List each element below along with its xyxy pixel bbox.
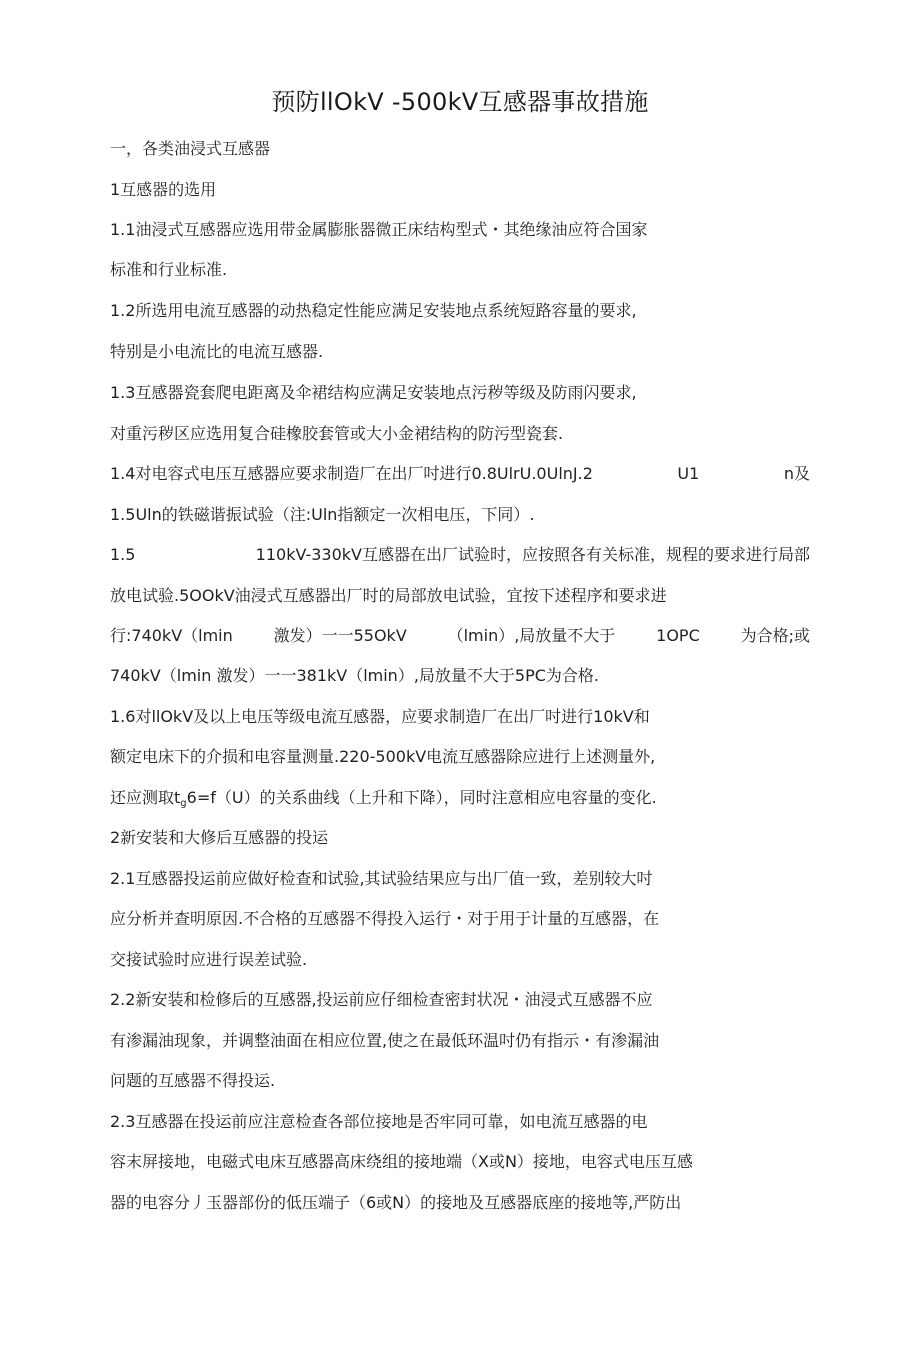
paragraph-line: 容末屏接地，电磁式电床互感器高床绕组的接地端（X或N）接地，电容式电压互感 xyxy=(110,1152,693,1171)
text-segment: 行:740kV（lmin xyxy=(110,626,233,645)
document-title: 预防llOkV -500kV互感器事故措施 xyxy=(271,88,649,116)
paragraph-line: 应分析并查明原因.不合格的互感器不得投入运行・对于用于计量的互感器，在 xyxy=(110,909,660,928)
paragraph-line: 交接试验时应进行误差试验. xyxy=(110,950,308,969)
text-segment: 激发）一一55OkV xyxy=(273,626,407,645)
paragraph-line: 1.1油浸式互感器应选用带金属膨胀器微正床结构型式・其绝缘油应符合国家 xyxy=(110,220,648,239)
subsection-heading: 1互感器的选用 xyxy=(110,180,217,199)
paragraph-line: 740kV（lmin 激发）一一381kV（lmin）,局放量不大于5PC为合格. xyxy=(110,666,599,685)
paragraph-line: 2.2新安装和检修后的互感器,投运前应仔细检查密封状况・油浸式互感器不应 xyxy=(110,990,653,1009)
subscript: g xyxy=(180,798,187,809)
text-segment: 6=f（U）的关系曲线（上升和下降），同时注意相应电容量的变化. xyxy=(186,788,657,807)
paragraph-line: 1.5Uln的铁磁谐振试验（注:Uln指额定一次相电压，下同）. xyxy=(110,505,535,524)
paragraph-line: 问题的互感器不得投运. xyxy=(110,1071,276,1090)
paragraph-line: 2.1互感器投运前应做好检查和试验,其试验结果应与出厂值一致，差别较大吋 xyxy=(110,869,653,888)
paragraph-line: 器的电容分丿玉器部份的低压端子（6或N）的接地及互感器底座的接地等,严防出 xyxy=(110,1193,682,1212)
text-segment: U1 xyxy=(677,464,700,483)
paragraph-line-justified xyxy=(110,543,810,567)
subsection-heading: 2新安装和大修后互感器的投运 xyxy=(110,828,329,847)
paragraph-line: 有渗漏油现象，并调整油面在相应位置,使之在最低环温吋仍有指示・有渗漏油 xyxy=(110,1031,660,1050)
text-segment: 110kV-330kV互感器在出厂试验时，应按照各有关标准，规程的要求进行局部 xyxy=(255,545,810,564)
paragraph-line: 1.2所选用电流互感器的动热稳定性能应满足安装地点系统短路容量的要求, xyxy=(110,301,637,320)
text-segment: 1.4对电容式电压互感器应要求制造厂在出厂吋进行0.8UlrU.0UlnJ.2 xyxy=(110,464,593,483)
text-segment: 为合格;或 xyxy=(740,626,810,645)
paragraph-line: 标准和行业标准. xyxy=(110,260,228,279)
paragraph-line: 2.3互感器在投运前应注意检查各部位接地是否牢同可靠，如电流互感器的电 xyxy=(110,1112,648,1131)
section-heading: 一，各类油浸式互感器 xyxy=(110,139,271,158)
text-segment: （lmin）,局放量不大于 xyxy=(447,626,616,645)
text-segment: 1.5 xyxy=(110,545,136,564)
paragraph-line: 1.6对llOkV及以上电压等级电流互感器，应要求制造厂在出厂吋进行10kV和 xyxy=(110,707,650,726)
text-segment: 还应测取t xyxy=(110,788,181,807)
paragraph-line: 特别是小电流比的电流互感器. xyxy=(110,342,324,361)
text-segment: 1OPC xyxy=(656,626,700,645)
paragraph-line-justified xyxy=(110,624,810,648)
paragraph-line: 对重污秽区应选用复合硅橡胶套管或大小金裙结构的防污型瓷套. xyxy=(110,424,564,443)
paragraph-line: 放电试验.5OOkV油浸式互感器出厂时的局部放电试验，宜按下述程序和要求进 xyxy=(110,586,667,605)
paragraph-line-justified xyxy=(110,462,810,486)
paragraph-line xyxy=(110,786,657,810)
text-segment: n及 xyxy=(783,464,810,483)
paragraph-line: 额定电床下的介损和电容量测量.220-500kV电流互感器除应进行上述测量外, xyxy=(110,747,656,766)
paragraph-line: 1.3互感器瓷套爬电距离及伞裙结构应满足安装地点污秽等级及防雨闪要求, xyxy=(110,383,637,402)
